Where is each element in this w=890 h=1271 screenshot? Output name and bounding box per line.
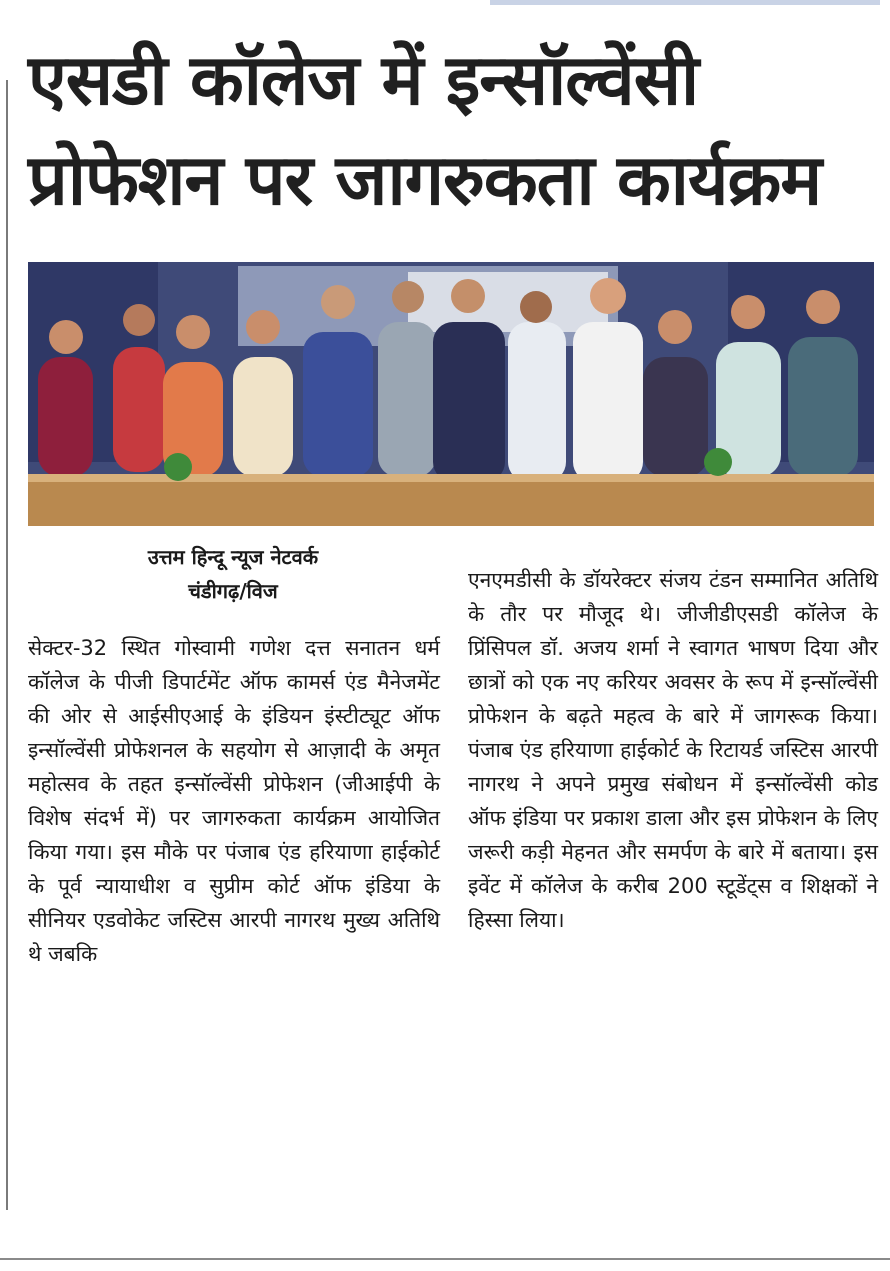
byline	[28, 540, 438, 608]
article-body-left: सेक्टर-32 स्थित गोस्वामी गणेश दत्त सनातन धर्म कॉलेज के पीजी डिपार्टमेंट ऑफ कामर्स एंड मैनेजमेंट की ओर से आईसीएआई के इंडियन इंस्टीट्यूट ऑफ इन्सॉल्वेंसी प्रोफेशनल के सहयोग से आज़ादी के अमृत महोत्सव के तहत इन्सॉल्वेंसी प्रोफेशन (जीआईपी के विशेष संदर्भ में) पर जागरुकता कार्यक्रम आयोजित किया गया। इस मौके पर पंजाब एंड हरियाणा हाईकोर्ट के पूर्व न्यायाधीश व सुप्रीम कोर्ट ऑफ इंडिया के सीनियर एडवोकेट जस्टिस आरपी नागरथ मुख्य अतिथि थे जबकि	[28, 636, 440, 966]
group-photo	[28, 262, 874, 526]
headline-line-1: एसडी कॉलेज में इन्सॉल्वेंसी	[28, 39, 699, 121]
bottom-rule	[0, 1258, 890, 1260]
headline-line-2: प्रोफेशन पर जागरुकता कार्यक्रम	[28, 139, 822, 221]
byline-dateline: चंडीगढ़/विज	[188, 579, 278, 603]
top-rule	[490, 0, 880, 5]
article-body-right: एनएमडीसी के डॉयरेक्टर संजय टंडन सम्मानित अतिथि के तौर पर मौजूद थे। जीजीडीएसडी कॉलेज के प्रिंसिपल डॉ. अजय शर्मा ने स्वागत भाषण दिया और छात्रों को एक नए करियर अवसर के रूप में इन्सॉल्वेंसी प्रोफेशन के बढ़ते महत्व के बारे में जागरूक किया। पंजाब एंड हरियाणा हाईकोर्ट के रिटायर्ड जस्टिस आरपी नागरथ ने अपने प्रमुख संबोधन में इन्सॉल्वेंसी कोड ऑफ इंडिया पर प्रकाश डाला और इस प्रोफेशन के लिए जरूरी कड़ी मेहनत और समर्पण के बारे में बताया। इस इवेंट में कॉलेज के करीब 200 स्टूडेंट्स व शिक्षकों ने हिस्सा लिया।	[468, 568, 878, 932]
headline	[28, 30, 878, 230]
byline-agency: उत्तम हिन्दू न्यूज नेटवर्क	[147, 545, 319, 569]
photo-illustration	[28, 262, 874, 526]
column-rule	[6, 80, 8, 1210]
